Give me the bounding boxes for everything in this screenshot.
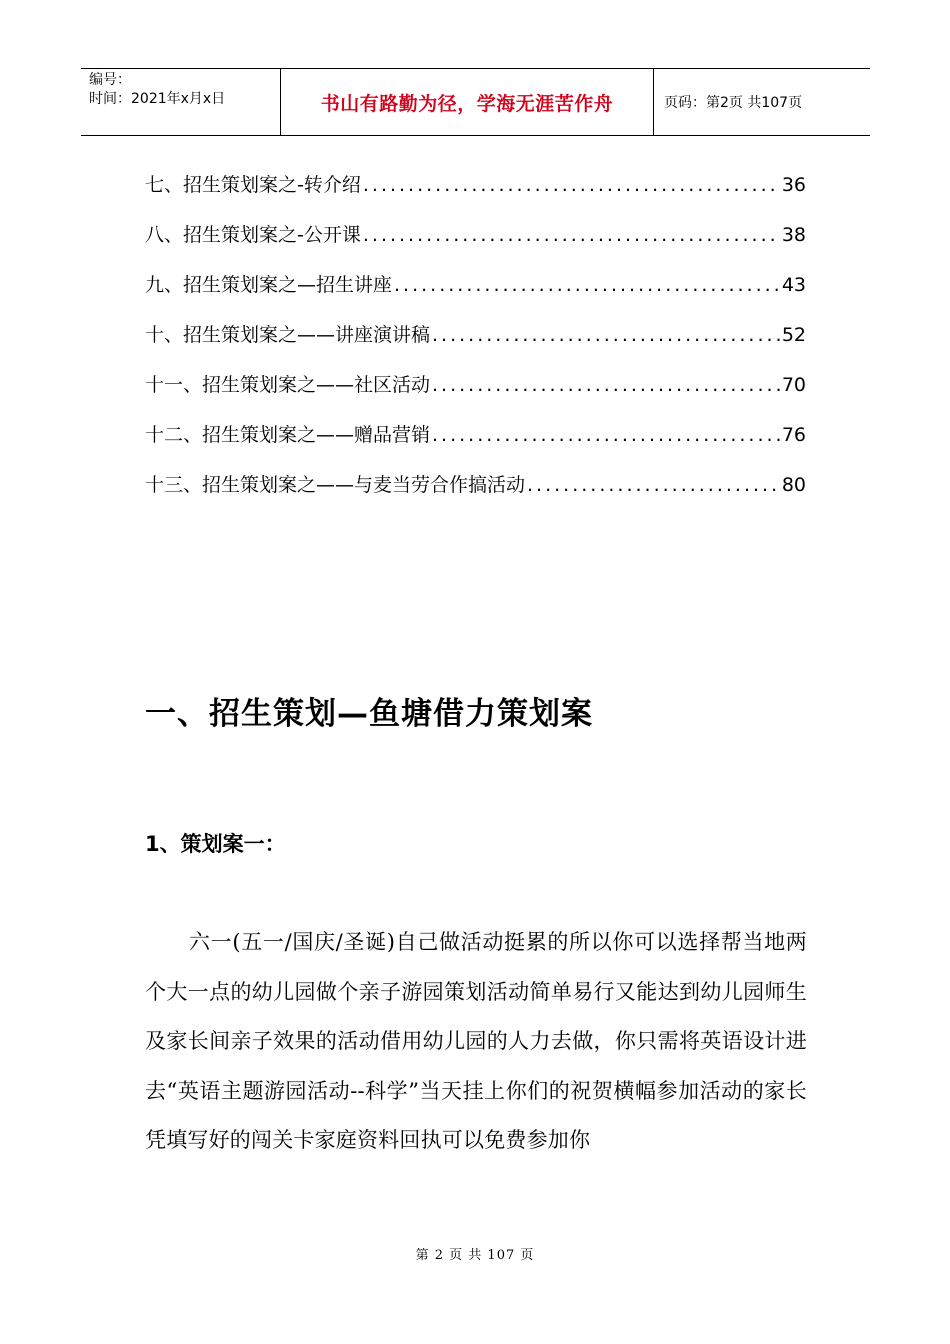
toc-entry[interactable] — [145, 320, 806, 370]
toc-entry-title: 八、招生策划案之-公开课 — [145, 224, 361, 246]
toc-leader-dots — [432, 324, 780, 346]
toc-entry[interactable] — [145, 470, 806, 520]
toc-entry[interactable] — [145, 420, 806, 470]
toc-leader-dots — [432, 424, 780, 446]
section-heading: 一、招生策划—鱼塘借力策划案 — [145, 696, 593, 732]
toc-entry-page: 80 — [781, 474, 806, 496]
toc-entry[interactable] — [145, 370, 806, 420]
header-motto: 书山有路勤为径，学海无涯苦作舟 — [281, 69, 654, 135]
toc-entry-page: 43 — [781, 274, 806, 296]
toc-entry-page: 52 — [781, 324, 806, 346]
toc-entry-page: 38 — [781, 224, 806, 246]
toc-entry-page: 70 — [781, 374, 806, 396]
toc-entry-page: 76 — [781, 424, 806, 446]
toc-entry-title: 十、招生策划案之——讲座演讲稿 — [145, 324, 431, 346]
toc-entry-title: 九、招生策划案之—招生讲座 — [145, 274, 393, 296]
table-of-contents — [145, 170, 806, 520]
toc-leader-dots — [363, 174, 780, 196]
toc-entry-page: 36 — [781, 174, 806, 196]
page-header — [81, 68, 870, 136]
number-label: 编号： — [89, 72, 131, 88]
page-footer: 第 2 页 共 107 页 — [415, 1248, 535, 1263]
toc-leader-dots — [432, 374, 780, 396]
toc-entry-title: 十三、招生策划案之——与麦当劳合作搞活动 — [145, 474, 526, 496]
toc-entry[interactable] — [145, 170, 806, 220]
toc-entry[interactable] — [145, 270, 806, 320]
toc-entry-title: 七、招生策划案之-转介绍 — [145, 174, 361, 196]
time-label: 时间：2021年x月x日 — [89, 91, 226, 107]
header-meta — [81, 69, 281, 135]
header-page-info: 页码：第2页 共107页 — [664, 95, 803, 111]
toc-entry[interactable] — [145, 220, 806, 270]
subsection-heading: 1、策划案一： — [145, 832, 286, 856]
toc-leader-dots — [394, 274, 780, 296]
toc-entry-title: 十一、招生策划案之——社区活动 — [145, 374, 431, 396]
body-paragraph: 六一(五一/国庆/圣诞)自己做活动挺累的所以你可以选择帮当地两个大一点的幼儿园做个亲子游园策划活动简单易行又能达到幼儿园师生及家长间亲子效果的活动借用幼儿园的人力去做，你只需将英语设计进去“英语主题游园活动--科学”当天挂上你们的祝贺横幅参加活动的家长凭填写好的闯关卡家庭资料回执可以免费参加你 — [145, 930, 807, 1153]
toc-leader-dots — [363, 224, 780, 246]
toc-entry-title: 十二、招生策划案之——赠品营销 — [145, 424, 431, 446]
toc-leader-dots — [527, 474, 780, 496]
